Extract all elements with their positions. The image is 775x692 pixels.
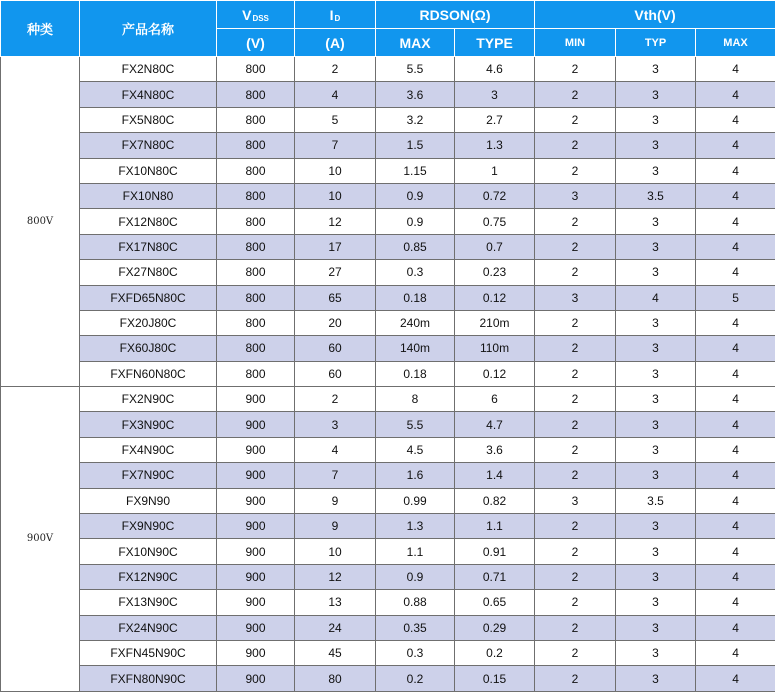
vdss-cell: 900: [217, 666, 295, 691]
rdson-max-cell: 5.5: [376, 412, 455, 437]
vth-min-cell: 2: [535, 615, 616, 640]
product-name-cell: FX9N90: [80, 488, 217, 513]
product-name-cell: FX10N80C: [80, 158, 217, 183]
vdss-cell: 900: [217, 590, 295, 615]
rdson-type-cell: 0.29: [455, 615, 535, 640]
id-cell: 10: [295, 539, 376, 564]
id-cell: 80: [295, 666, 376, 691]
vdss-cell: 900: [217, 564, 295, 589]
vth-max-cell: 4: [696, 234, 775, 259]
vdss-cell: 800: [217, 285, 295, 310]
vth-header: Vth(V): [535, 1, 775, 29]
vth-max-cell: 4: [696, 183, 775, 208]
product-name-cell: FX60J80C: [80, 336, 217, 361]
rdson-type-cell: 0.12: [455, 361, 535, 386]
vth-typ-cell: 3: [616, 260, 696, 285]
vth-max-cell: 4: [696, 463, 775, 488]
rdson-max-cell: 0.35: [376, 615, 455, 640]
rdson-type-cell: 4.7: [455, 412, 535, 437]
table-row: [1, 463, 775, 488]
rdson-max-cell: 5.5: [376, 57, 455, 82]
product-name-cell: FX2N90C: [80, 387, 217, 412]
vth-max-cell: 4: [696, 539, 775, 564]
table-row: [1, 361, 775, 386]
vth-min-cell: 2: [535, 107, 616, 132]
id-cell: 13: [295, 590, 376, 615]
rdson-type-cell: 0.65: [455, 590, 535, 615]
vth-typ-cell: 3: [616, 57, 696, 82]
vdss-cell: 800: [217, 361, 295, 386]
table-row: [1, 82, 775, 107]
rdson-type-cell: 3.6: [455, 437, 535, 462]
vth-typ-cell: 3: [616, 539, 696, 564]
vth-max-cell: 4: [696, 133, 775, 158]
vdss-cell: 800: [217, 107, 295, 132]
vth-max-cell: 4: [696, 514, 775, 539]
vth-typ-cell: 3: [616, 412, 696, 437]
id-symbol: I: [329, 6, 334, 23]
vth-typ-cell: 4: [616, 285, 696, 310]
voltage-category-cell: 900V: [1, 387, 80, 692]
vdss-cell: 900: [217, 514, 295, 539]
rdson-type-cell: 1.3: [455, 133, 535, 158]
vth-min-cell: 2: [535, 336, 616, 361]
vth-max-cell: 4: [696, 82, 775, 107]
vth-min-cell: 2: [535, 640, 616, 665]
table-row: [1, 640, 775, 665]
product-name-cell: FX4N80C: [80, 82, 217, 107]
rdson-type-cell: 1.4: [455, 463, 535, 488]
vdss-cell: 800: [217, 82, 295, 107]
vth-min-cell: 2: [535, 82, 616, 107]
vdss-cell: 800: [217, 57, 295, 82]
vth-max-cell: 4: [696, 615, 775, 640]
vth-max-cell: 4: [696, 310, 775, 335]
vth-max-cell: 4: [696, 564, 775, 589]
rdson-type-cell: 0.7: [455, 234, 535, 259]
vth-min-cell: 3: [535, 183, 616, 208]
rdson-max-cell: 4.5: [376, 437, 455, 462]
vth-min-cell: 2: [535, 387, 616, 412]
vdss-cell: 900: [217, 488, 295, 513]
product-name-cell: FX20J80C: [80, 310, 217, 335]
vth-max-cell: 4: [696, 107, 775, 132]
rdson-type-cell: 0.2: [455, 640, 535, 665]
vth-max-cell: 4: [696, 387, 775, 412]
vth-typ-cell: 3: [616, 387, 696, 412]
id-cell: 9: [295, 514, 376, 539]
product-name-cell: FX24N90C: [80, 615, 217, 640]
voltage-category-cell: 800V: [1, 57, 80, 387]
rdson-type-cell: 1.1: [455, 514, 535, 539]
vdss-symbol: V: [242, 6, 252, 23]
table-body: [1, 57, 775, 692]
id-cell: 9: [295, 488, 376, 513]
id-cell: 10: [295, 158, 376, 183]
vth-max-cell: 4: [696, 666, 775, 691]
id-cell: 7: [295, 463, 376, 488]
rdson-max-cell: 0.18: [376, 285, 455, 310]
table-row: [1, 412, 775, 437]
vdss-header: [217, 1, 295, 29]
rdson-type-cell: 6: [455, 387, 535, 412]
vth-typ-cell: 3: [616, 158, 696, 183]
vdss-cell: 800: [217, 260, 295, 285]
vth-max-cell: 4: [696, 336, 775, 361]
vth-max-cell: 4: [696, 437, 775, 462]
rdson-max-cell: 140m: [376, 336, 455, 361]
vth-min-cell: 2: [535, 209, 616, 234]
id-cell: 4: [295, 437, 376, 462]
vdss-cell: 900: [217, 640, 295, 665]
vth-typ-cell: 3: [616, 463, 696, 488]
vdss-cell: 900: [217, 412, 295, 437]
vth-max-cell: 4: [696, 361, 775, 386]
vth-min-cell: 2: [535, 564, 616, 589]
id-cell: 60: [295, 361, 376, 386]
product-name-cell: FX7N80C: [80, 133, 217, 158]
vth-min-cell: 2: [535, 514, 616, 539]
id-cell: 24: [295, 615, 376, 640]
id-cell: 65: [295, 285, 376, 310]
vth-typ-cell: 3: [616, 640, 696, 665]
id-header: [295, 1, 376, 29]
rdson-type-cell: 4.6: [455, 57, 535, 82]
vth-min-cell: 3: [535, 285, 616, 310]
rdson-max-cell: 0.3: [376, 640, 455, 665]
id-cell: 17: [295, 234, 376, 259]
vth-min-cell: 2: [535, 133, 616, 158]
rdson-max-cell: 0.85: [376, 234, 455, 259]
table-row: [1, 57, 775, 82]
rdson-max-cell: 0.9: [376, 183, 455, 208]
vth-max-cell: 4: [696, 590, 775, 615]
vth-typ-cell: 3: [616, 209, 696, 234]
vth-max-cell: 4: [696, 412, 775, 437]
rdson-type-cell: 0.23: [455, 260, 535, 285]
rdson-max-cell: 1.5: [376, 133, 455, 158]
rdson-max-cell: 8: [376, 387, 455, 412]
vth-max-cell: 5: [696, 285, 775, 310]
vth-typ-cell: 3: [616, 564, 696, 589]
rdson-max-cell: 0.88: [376, 590, 455, 615]
product-name-cell: FX13N90C: [80, 590, 217, 615]
product-name-cell: FX4N90C: [80, 437, 217, 462]
table-header: [1, 1, 775, 57]
vth-min-cell: 2: [535, 463, 616, 488]
rdson-type-cell: 210m: [455, 310, 535, 335]
table-row: [1, 539, 775, 564]
vdss-cell: 800: [217, 336, 295, 361]
vdss-cell: 900: [217, 463, 295, 488]
vth-typ-header: TYP: [616, 29, 696, 57]
table-row: [1, 260, 775, 285]
rdson-max-cell: 240m: [376, 310, 455, 335]
vth-max-cell: 4: [696, 488, 775, 513]
table-row: [1, 488, 775, 513]
vdss-cell: 800: [217, 234, 295, 259]
vth-typ-cell: 3: [616, 107, 696, 132]
product-name-cell: FX10N80: [80, 183, 217, 208]
rdson-type-cell: 110m: [455, 336, 535, 361]
vth-min-cell: 2: [535, 539, 616, 564]
vth-typ-cell: 3: [616, 133, 696, 158]
vth-max-cell: 4: [696, 158, 775, 183]
table-row: [1, 615, 775, 640]
table-row: [1, 158, 775, 183]
product-name-cell: FX7N90C: [80, 463, 217, 488]
id-cell: 10: [295, 183, 376, 208]
table-row: [1, 234, 775, 259]
vth-min-cell: 2: [535, 310, 616, 335]
rdson-max-cell: 3.2: [376, 107, 455, 132]
vdss-cell: 800: [217, 158, 295, 183]
id-cell: 7: [295, 133, 376, 158]
vth-min-cell: 3: [535, 488, 616, 513]
vth-max-cell: 4: [696, 57, 775, 82]
vth-min-cell: 2: [535, 590, 616, 615]
vth-typ-cell: 3: [616, 310, 696, 335]
rdson-max-cell: 3.6: [376, 82, 455, 107]
table-row: [1, 666, 775, 691]
vdss-cell: 900: [217, 539, 295, 564]
table-row: [1, 310, 775, 335]
table-row: [1, 590, 775, 615]
rdson-type-cell: 0.71: [455, 564, 535, 589]
table-row: [1, 209, 775, 234]
vth-max-header: MAX: [696, 29, 775, 57]
table-row: [1, 133, 775, 158]
rdson-max-cell: 0.2: [376, 666, 455, 691]
rdson-max-cell: 0.9: [376, 564, 455, 589]
vth-typ-cell: 3: [616, 590, 696, 615]
id-cell: 2: [295, 57, 376, 82]
id-cell: 45: [295, 640, 376, 665]
table-row: [1, 437, 775, 462]
vth-min-cell: 2: [535, 361, 616, 386]
rdson-type-cell: 0.75: [455, 209, 535, 234]
id-cell: 60: [295, 336, 376, 361]
id-cell: 3: [295, 412, 376, 437]
rdson-max-cell: 1.1: [376, 539, 455, 564]
vth-typ-cell: 3: [616, 336, 696, 361]
vth-min-cell: 2: [535, 260, 616, 285]
rdson-max-cell: 0.9: [376, 209, 455, 234]
id-cell: 27: [295, 260, 376, 285]
rdson-type-cell: 1: [455, 158, 535, 183]
rdson-max-cell: 0.18: [376, 361, 455, 386]
vth-min-header: MIN: [535, 29, 616, 57]
rdson-type-cell: 0.82: [455, 488, 535, 513]
vdss-cell: 900: [217, 387, 295, 412]
vdss-cell: 800: [217, 310, 295, 335]
id-unit-header: (A): [295, 29, 376, 57]
vth-max-cell: 4: [696, 640, 775, 665]
table-row: [1, 285, 775, 310]
vth-typ-cell: 3: [616, 514, 696, 539]
product-name-cell: FX10N90C: [80, 539, 217, 564]
vth-min-cell: 2: [535, 158, 616, 183]
table-row: [1, 387, 775, 412]
rdson-max-cell: 0.99: [376, 488, 455, 513]
table-row: [1, 107, 775, 132]
category-header: 种类: [1, 1, 80, 57]
rdson-max-cell: 1.3: [376, 514, 455, 539]
vth-min-cell: 2: [535, 666, 616, 691]
id-cell: 5: [295, 107, 376, 132]
vdss-cell: 900: [217, 615, 295, 640]
id-cell: 12: [295, 564, 376, 589]
product-name-cell: FXFN45N90C: [80, 640, 217, 665]
vth-min-cell: 2: [535, 437, 616, 462]
vth-max-cell: 4: [696, 260, 775, 285]
product-name-cell: FXFD65N80C: [80, 285, 217, 310]
vth-min-cell: 2: [535, 234, 616, 259]
product-name-cell: FX5N80C: [80, 107, 217, 132]
table-row: [1, 183, 775, 208]
vdss-unit-header: (V): [217, 29, 295, 57]
product-name-cell: FX2N80C: [80, 57, 217, 82]
rdson-header: RDSON(Ω): [376, 1, 535, 29]
product-name-cell: FX27N80C: [80, 260, 217, 285]
vth-typ-cell: 3: [616, 234, 696, 259]
product-name-cell: FX12N80C: [80, 209, 217, 234]
header-row-1: [1, 1, 775, 29]
vdss-cell: 800: [217, 209, 295, 234]
vdss-cell: 900: [217, 437, 295, 462]
vth-min-cell: 2: [535, 57, 616, 82]
rdson-type-cell: 0.91: [455, 539, 535, 564]
rdson-type-cell: 2.7: [455, 107, 535, 132]
product-name-cell: FX12N90C: [80, 564, 217, 589]
vth-typ-cell: 3: [616, 437, 696, 462]
rdson-type-header: TYPE: [455, 29, 535, 57]
product-name-cell: FX17N80C: [80, 234, 217, 259]
rdson-max-cell: 1.6: [376, 463, 455, 488]
id-cell: 4: [295, 82, 376, 107]
rdson-type-cell: 0.12: [455, 285, 535, 310]
rdson-type-cell: 0.72: [455, 183, 535, 208]
vth-max-cell: 4: [696, 209, 775, 234]
table-row: [1, 336, 775, 361]
vth-typ-cell: 3: [616, 82, 696, 107]
id-cell: 2: [295, 387, 376, 412]
product-name-cell: FXFN80N90C: [80, 666, 217, 691]
rdson-max-header: MAX: [376, 29, 455, 57]
rdson-type-cell: 0.15: [455, 666, 535, 691]
id-subscript: D: [334, 13, 341, 23]
product-name-header: 产品名称: [80, 1, 217, 57]
rdson-type-cell: 3: [455, 82, 535, 107]
id-cell: 12: [295, 209, 376, 234]
rdson-max-cell: 0.3: [376, 260, 455, 285]
vdss-cell: 800: [217, 183, 295, 208]
vth-min-cell: 2: [535, 412, 616, 437]
product-name-cell: FXFN60N80C: [80, 361, 217, 386]
product-name-cell: FX9N90C: [80, 514, 217, 539]
table-row: [1, 564, 775, 589]
table-row: [1, 514, 775, 539]
id-cell: 20: [295, 310, 376, 335]
vdss-cell: 800: [217, 133, 295, 158]
vth-typ-cell: 3: [616, 615, 696, 640]
product-name-cell: FX3N90C: [80, 412, 217, 437]
vth-typ-cell: 3.5: [616, 488, 696, 513]
vth-typ-cell: 3.5: [616, 183, 696, 208]
vth-typ-cell: 3: [616, 361, 696, 386]
vdss-subscript: DSS: [252, 13, 269, 23]
vth-typ-cell: 3: [616, 666, 696, 691]
rdson-max-cell: 1.15: [376, 158, 455, 183]
